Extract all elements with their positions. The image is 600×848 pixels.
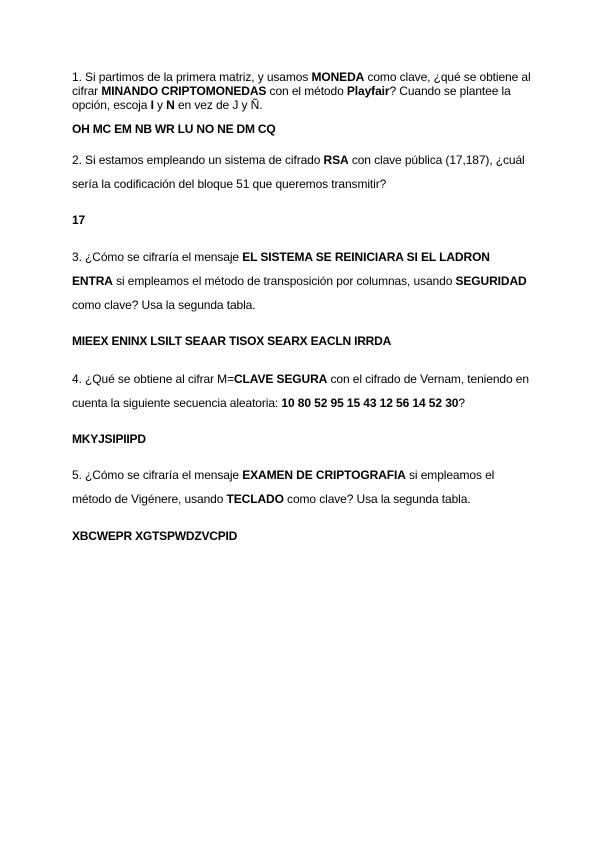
keyword: MINANDO CRIPTOMONEDAS [101,84,267,98]
question-3: 3. ¿Cómo se cifraría el mensaje EL SISTEMA SE REINICIARA SI EL LADRON ENTRA si empleamos el método de transposición por columnas, usando SEGURIDAD como clave? Usa la segunda tabla. [72,250,527,312]
keyword: TECLADO [226,492,284,506]
question-number: 4. [72,372,82,386]
question-number: 1. [72,70,82,84]
keyword: RSA [323,153,349,167]
answer-5: XBCWEPR XGTSPWDZVCPID [72,529,238,543]
keyword: 10 80 52 95 15 43 12 56 14 52 30 [281,396,459,410]
keyword: EXAMEN DE CRIPTOGRAFIA [242,468,406,482]
keyword: N [166,98,175,112]
keyword: MONEDA [311,70,365,84]
keyword: I [150,98,154,112]
keyword: Playfair [346,84,390,98]
question-2: 2. Si estamos empleando un sistema de cifrado RSA con clave pública (17,187), ¿cuál sería la codificación del bloque 51 que queremos transmitir? [72,153,525,191]
keyword: CLAVE SEGURA [233,372,328,386]
answer-1: OH MC EM NB WR LU NO NE DM CQ [72,122,276,136]
question-5: 5. ¿Cómo se cifraría el mensaje EXAMEN DE CRIPTOGRAFIA si empleamos el método de Vigénere, usando TECLADO como clave? Usa la segunda tabla. [72,468,495,506]
question-number: 3. [72,250,82,264]
question-1: 1. Si partimos de la primera matriz, y usamos MONEDA como clave, ¿qué se obtiene al cifrar MINANDO CRIPTOMONEDAS con el método Playfair? Cuando se plantee la opción, escoja I y N en vez de J y Ñ. [72,70,531,112]
question-number: 5. [72,468,82,482]
answer-2: 17 [72,213,85,227]
answer-4: MKYJSIPIIPD [72,432,146,446]
keyword: EL SISTEMA SE REINICIARA SI EL LADRON ENTRA [72,250,490,288]
answer-3: MIEEX ENINX LSILT SEAAR TISOX SEARX EACLN IRRDA [72,334,392,348]
keyword: SEGURIDAD [455,274,527,288]
question-4: 4. ¿Qué se obtiene al cifrar M=CLAVE SEGURA con el cifrado de Vernam, teniendo en cuenta la siguiente secuencia aleatoria: 10 80 52 95 15 43 12 56 14 52 30? [72,372,529,410]
question-number: 2. [72,153,82,167]
